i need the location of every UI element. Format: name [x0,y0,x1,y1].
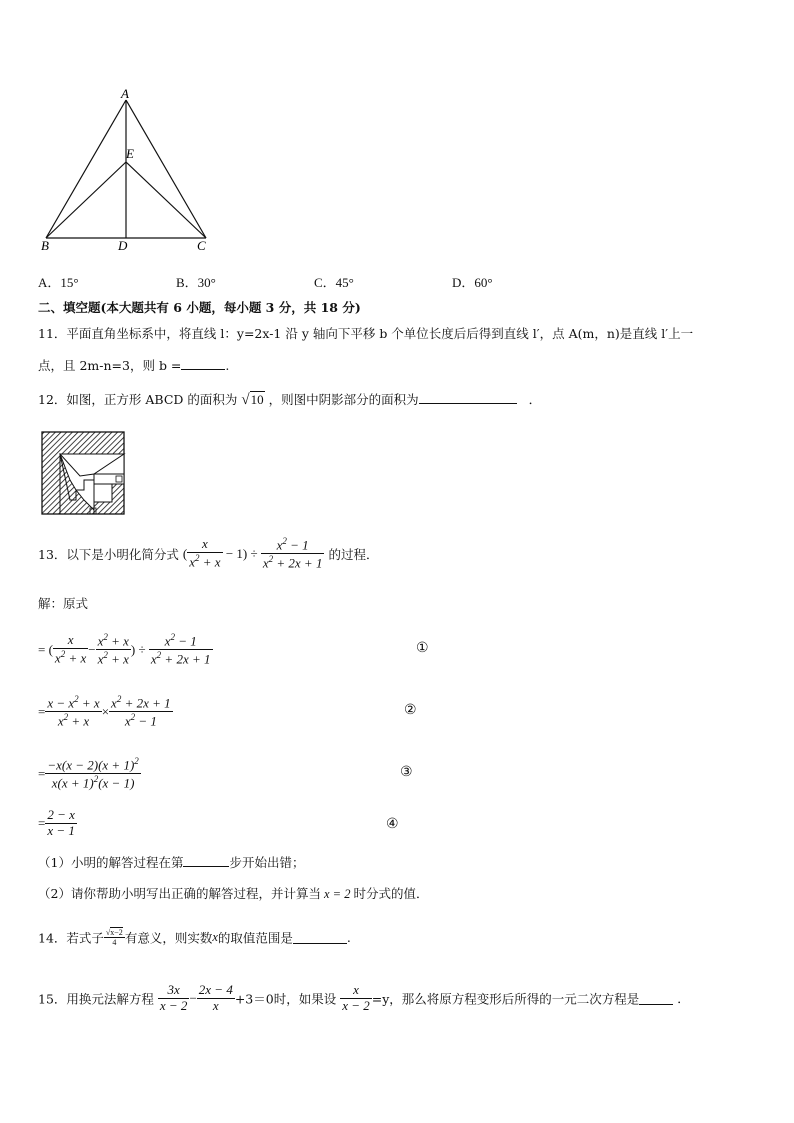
q15-frac2: $\frac{2x - 4}{x}$ [198,982,233,1013]
sqrt-value: 10 [250,392,264,407]
step-1-marker: ① [416,640,429,656]
q14-text: 14．若式子 [38,930,104,946]
q15-text: 15．用换元法解方程 [38,991,154,1007]
step-2-expr: = $\frac{x - x^2 + x}{x^2 + x}$ × $\frac{x^2 + 2x + 1}{x^2 - 1}$ [38,694,171,729]
step-2-marker: ② [404,702,417,718]
q14-text-2: 有意义，则实数 [124,930,213,946]
q12-text: 12．如图，正方形 ABCD 的面积为 [38,392,238,407]
q13-sub1 [38,853,304,871]
option-a: A．15° [38,275,79,290]
q15-text-3: =y，那么将原方程变形后所得的一元二次方程是 [371,991,640,1007]
q13-text-2: 的过程． [328,546,379,562]
q14-answer-blank[interactable] [293,931,347,944]
option-b: B．30° [176,275,216,290]
label-b: B [41,238,49,253]
q11-line2 [38,356,229,374]
label-d: D [118,238,128,253]
q14-var: x [212,930,218,945]
q13-sub1-text: （1）小明的解答过程在第 [38,855,184,870]
q13-expr-frac1: $\frac{x}{x^2 + x}$ [189,536,221,570]
q13-text: 13．以下是小明化简分式 [38,546,179,562]
q13-sub2-math: x = 2 [323,887,351,901]
q13-intro: 13．以下是小明化简分式 ( $\frac{x}{x^2 + x}$ − 1) ÷ $\frac{x^2 - 1}{x^2 + 2x + 1}$ 的过程． [38,536,379,571]
triangle-figure [34,86,224,256]
q13-sub2-text-2: 时分式的值． [353,886,429,901]
q14-end: . [346,930,351,946]
option-d: D．60° [452,275,493,290]
step-4-expr: = $\frac{2 - x}{x - 1}$ [38,807,75,838]
q14-radicand: x−2 [110,928,123,937]
step-3-expr: = $\frac{-x(x - 2)(x + 1)^2}{x(x + 1)^2(x - 1)}$ [38,756,139,791]
q13-expr-frac2: $\frac{x^2 - 1}{x^2 + 2x + 1}$ [262,536,323,571]
step-4-marker: ④ [386,816,399,832]
q11-answer-blank[interactable] [181,357,225,370]
sqrt-sign: √ [241,392,250,408]
q12-end: ． [528,392,542,407]
q11-line1: 11．平面直角坐标系中，将直线 l：y=2x-1 沿 y 轴向下平移 b 个单位长度后后得到直线 l′，点 A(m，n)是直线 l′上一 [38,326,694,341]
option-c: C．45° [314,275,354,290]
q15-end: ． [677,991,690,1007]
q15-text-2: +3＝0时，如果设 [234,991,337,1007]
q13-sub1-blank[interactable] [183,854,229,867]
q14-line [38,928,351,947]
q15-frac1: $\frac{3x}{x - 2}$ [159,982,188,1013]
label-e: E [126,146,134,161]
q15-answer-blank[interactable] [639,992,673,1005]
q14-frac: $\frac{√x-2}{4}$ [105,928,123,948]
q11-end: . [225,358,230,373]
q13-sub2 [38,884,428,902]
q13-sub1-text-2: 步开始出错； [229,855,305,870]
q13-sub2-text: （2）请你帮助小明写出正确的解答过程，并计算当 [38,886,321,901]
q11-text: 点，且 2m-n=3，则 b = [38,358,182,373]
q12-text-2: ，则图中阴影部分的面积为 [268,392,419,407]
step-3-marker: ③ [400,764,413,780]
label-a: A [121,86,129,101]
label-c: C [197,238,206,253]
solution-label: 解：原式 [38,596,89,611]
q12-answer-blank[interactable] [419,391,517,404]
q14-denominator: 4 [112,938,117,948]
square-figure [40,430,128,516]
q12-line [38,390,541,409]
q15-frac3: $\frac{x}{x - 2}$ [342,982,370,1013]
q15-line: 15．用换元法解方程 $\frac{3x}{x - 2}$ − $\frac{2x - 4}{x}$ +3＝0时，如果设 $\frac{x}{x - 2}$ =y，那么将原方程变形后所得的一元二次方程是 ． [38,982,690,1013]
section-title: 二、填空题(本大题共有 6 小题，每小题 3 分，共 18 分) [38,300,361,315]
step-1-expr: = ( $\frac{x}{x^2 + x}$ − $\frac{x^2 + x}{x^2 + x}$ ) ÷ $\frac{x^2 - 1}{x^2 + 2x + 1}$ [38,632,211,667]
q14-text-3: 的取值范围是 [217,930,293,946]
